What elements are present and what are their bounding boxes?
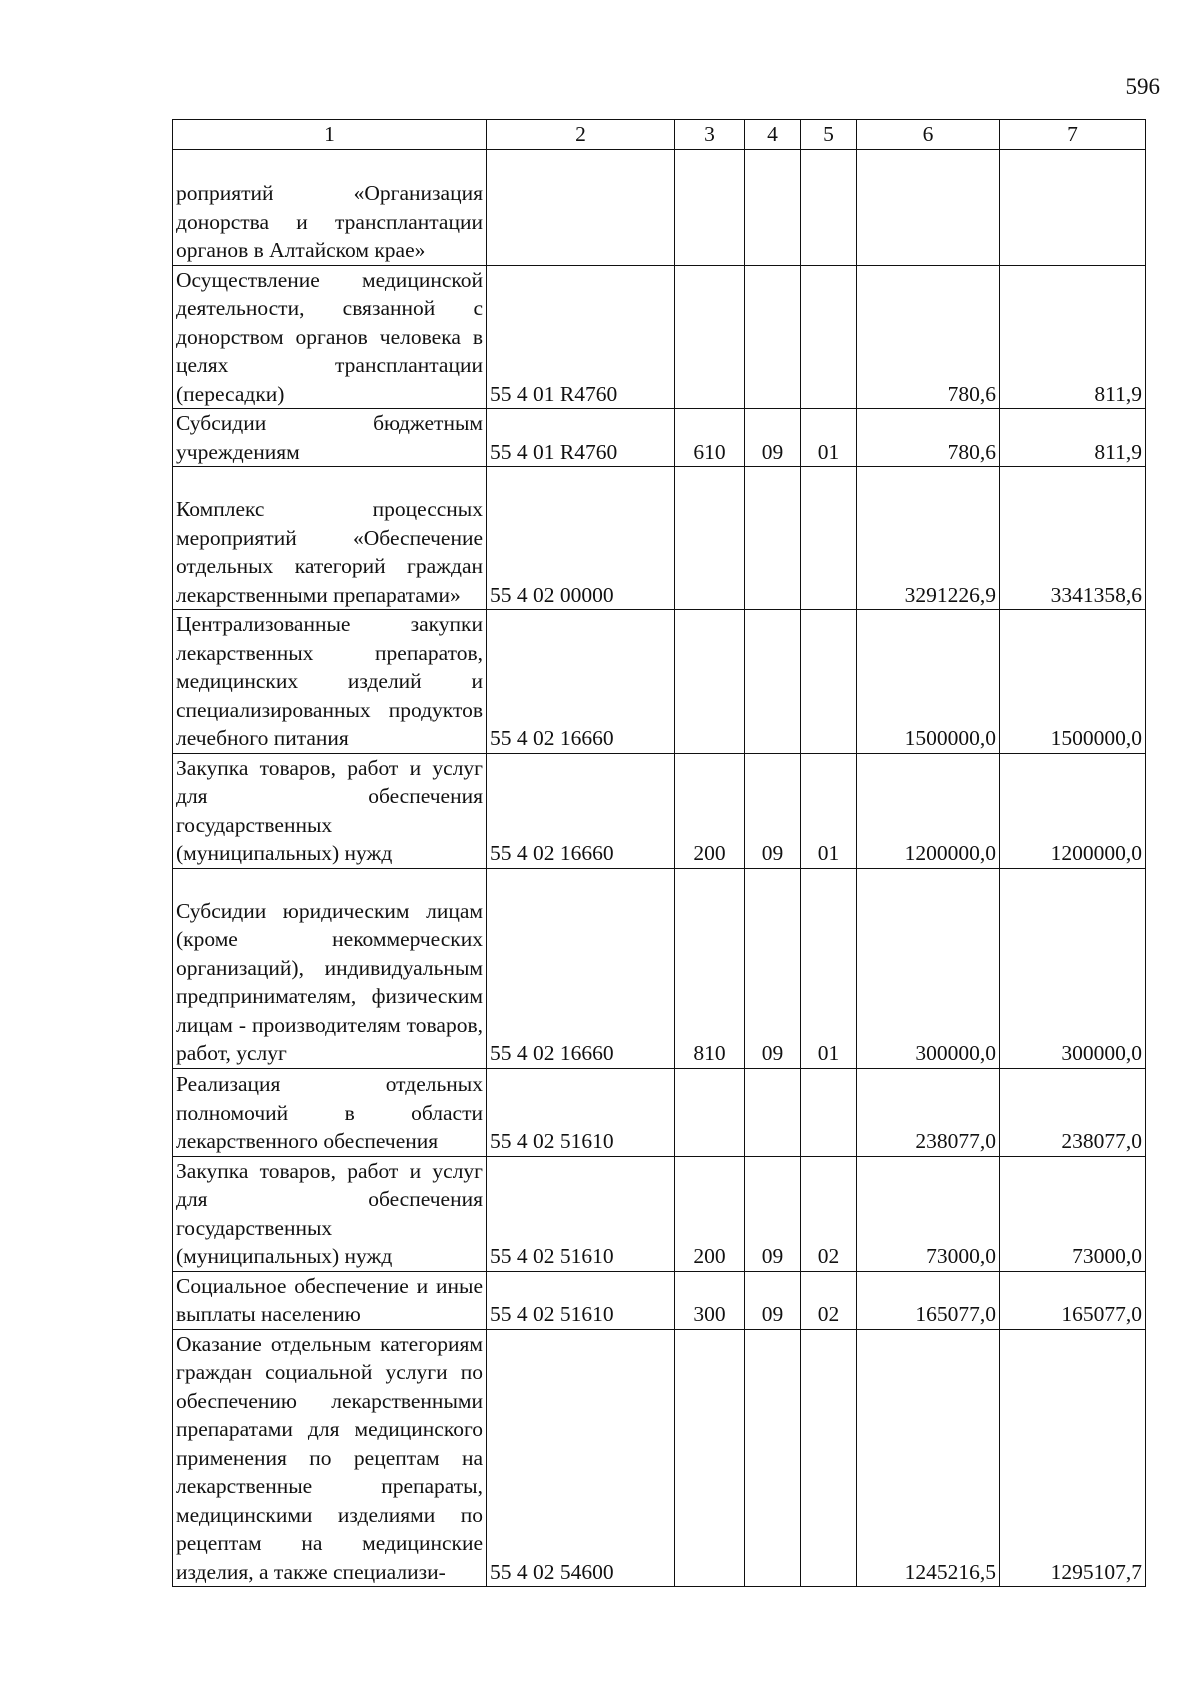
cell-subsection: 02: [801, 1156, 857, 1271]
cell-amount-year2: 1295107,7: [1000, 1329, 1146, 1587]
cell-subsection: 01: [801, 868, 857, 1068]
cell-name: роприятий «Организация донорства и трансплантации органов в Алтайском крае»: [173, 149, 487, 265]
table-row: [173, 409, 1146, 467]
cell-amount-year1: 238077,0: [857, 1068, 1000, 1156]
cell-target-code: 55 4 01 R4760: [487, 409, 675, 467]
cell-section: [745, 610, 801, 754]
table-row: [173, 868, 1146, 1068]
cell-amount-year2: 3341358,6: [1000, 467, 1146, 610]
cell-section: [745, 265, 801, 409]
cell-section: [745, 1329, 801, 1587]
cell-subsection: [801, 1329, 857, 1587]
cell-name: Комплекс процессных мероприятий «Обеспечение отдельных категорий граждан лекарственными препаратами»: [173, 467, 487, 610]
cell-target-code: 55 4 02 16660: [487, 753, 675, 868]
page-number: 596: [1125, 74, 1160, 99]
cell-section: [745, 149, 801, 265]
cell-target-code: [487, 149, 675, 265]
table-row: [173, 610, 1146, 754]
cell-amount-year2: 73000,0: [1000, 1156, 1146, 1271]
cell-target-code: 55 4 02 16660: [487, 868, 675, 1068]
table-row: [173, 149, 1146, 265]
cell-target-code: 55 4 01 R4760: [487, 265, 675, 409]
cell-expense-type: 300: [675, 1271, 745, 1329]
cell-target-code: 55 4 02 54600: [487, 1329, 675, 1587]
cell-expense-type: [675, 265, 745, 409]
cell-expense-type: 610: [675, 409, 745, 467]
cell-amount-year1: 1200000,0: [857, 753, 1000, 868]
cell-amount-year1: 300000,0: [857, 868, 1000, 1068]
cell-amount-year1: 1500000,0: [857, 610, 1000, 754]
cell-expense-type: [675, 467, 745, 610]
cell-name: Оказание отдельным категориям граждан социальной услуги по обеспечению лекарственными препаратами для медицинского применения по рецептам на лекарственные препараты, медицинскими изделиями по рецептам на медицинские изделия, а также специализи-: [173, 1329, 487, 1587]
cell-amount-year2: 165077,0: [1000, 1271, 1146, 1329]
cell-subsection: [801, 467, 857, 610]
cell-target-code: 55 4 02 51610: [487, 1068, 675, 1156]
column-header: 3: [675, 120, 745, 150]
cell-amount-year2: 238077,0: [1000, 1068, 1146, 1156]
cell-name: Социальное обеспечение и иные выплаты населению: [173, 1271, 487, 1329]
table-row: [173, 467, 1146, 610]
column-header: 2: [487, 120, 675, 150]
cell-section: [745, 1068, 801, 1156]
cell-amount-year1: [857, 149, 1000, 265]
cell-amount-year2: 811,9: [1000, 265, 1146, 409]
cell-name: Реализация отдельных полномочий в области лекарственного обеспечения: [173, 1068, 487, 1156]
cell-subsection: 02: [801, 1271, 857, 1329]
cell-amount-year2: 1500000,0: [1000, 610, 1146, 754]
cell-name: Закупка товаров, работ и услуг для обеспечения государственных (муниципальных) нужд: [173, 753, 487, 868]
table-row: [173, 753, 1146, 868]
budget-table: [172, 119, 1146, 1587]
cell-section: [745, 467, 801, 610]
cell-subsection: [801, 1068, 857, 1156]
table-row: [173, 1271, 1146, 1329]
cell-target-code: 55 4 02 51610: [487, 1156, 675, 1271]
cell-target-code: 55 4 02 16660: [487, 610, 675, 754]
table-row: [173, 1156, 1146, 1271]
cell-name: Закупка товаров, работ и услуг для обеспечения государственных (муниципальных) нужд: [173, 1156, 487, 1271]
cell-subsection: 01: [801, 753, 857, 868]
table-row: [173, 1068, 1146, 1156]
cell-section: 09: [745, 868, 801, 1068]
cell-amount-year1: 1245216,5: [857, 1329, 1000, 1587]
cell-amount-year1: 165077,0: [857, 1271, 1000, 1329]
cell-expense-type: 200: [675, 753, 745, 868]
cell-amount-year1: 3291226,9: [857, 467, 1000, 610]
cell-expense-type: [675, 1329, 745, 1587]
cell-amount-year1: 780,6: [857, 409, 1000, 467]
cell-subsection: 01: [801, 409, 857, 467]
cell-amount-year2: 1200000,0: [1000, 753, 1146, 868]
cell-section: 09: [745, 1271, 801, 1329]
cell-expense-type: [675, 1068, 745, 1156]
cell-section: 09: [745, 753, 801, 868]
cell-amount-year2: 811,9: [1000, 409, 1146, 467]
cell-expense-type: [675, 610, 745, 754]
table-row: [173, 265, 1146, 409]
cell-subsection: [801, 149, 857, 265]
cell-section: 09: [745, 1156, 801, 1271]
cell-amount-year2: [1000, 149, 1146, 265]
cell-subsection: [801, 265, 857, 409]
cell-target-code: 55 4 02 00000: [487, 467, 675, 610]
column-header: 6: [857, 120, 1000, 150]
cell-section: 09: [745, 409, 801, 467]
cell-name: Субсидии бюджетным учреждениям: [173, 409, 487, 467]
table-row: [173, 1329, 1146, 1587]
cell-name: Осуществление медицинской деятельности, связанной с донорством органов человека в целях трансплантации (пересадки): [173, 265, 487, 409]
cell-amount-year1: 73000,0: [857, 1156, 1000, 1271]
column-header: 7: [1000, 120, 1146, 150]
cell-subsection: [801, 610, 857, 754]
cell-expense-type: [675, 149, 745, 265]
column-header: 1: [173, 120, 487, 150]
cell-target-code: 55 4 02 51610: [487, 1271, 675, 1329]
header-row: [173, 120, 1146, 150]
cell-amount-year2: 300000,0: [1000, 868, 1146, 1068]
column-header: 4: [745, 120, 801, 150]
column-header: 5: [801, 120, 857, 150]
cell-name: Субсидии юридическим лицам (кроме некоммерческих организаций), индивидуальным предпринимателям, физическим лицам - производителям товаров, работ, услуг: [173, 868, 487, 1068]
cell-name: Централизованные закупки лекарственных препаратов, медицинских изделий и специализированных продуктов лечебного питания: [173, 610, 487, 754]
cell-expense-type: 810: [675, 868, 745, 1068]
cell-amount-year1: 780,6: [857, 265, 1000, 409]
cell-expense-type: 200: [675, 1156, 745, 1271]
